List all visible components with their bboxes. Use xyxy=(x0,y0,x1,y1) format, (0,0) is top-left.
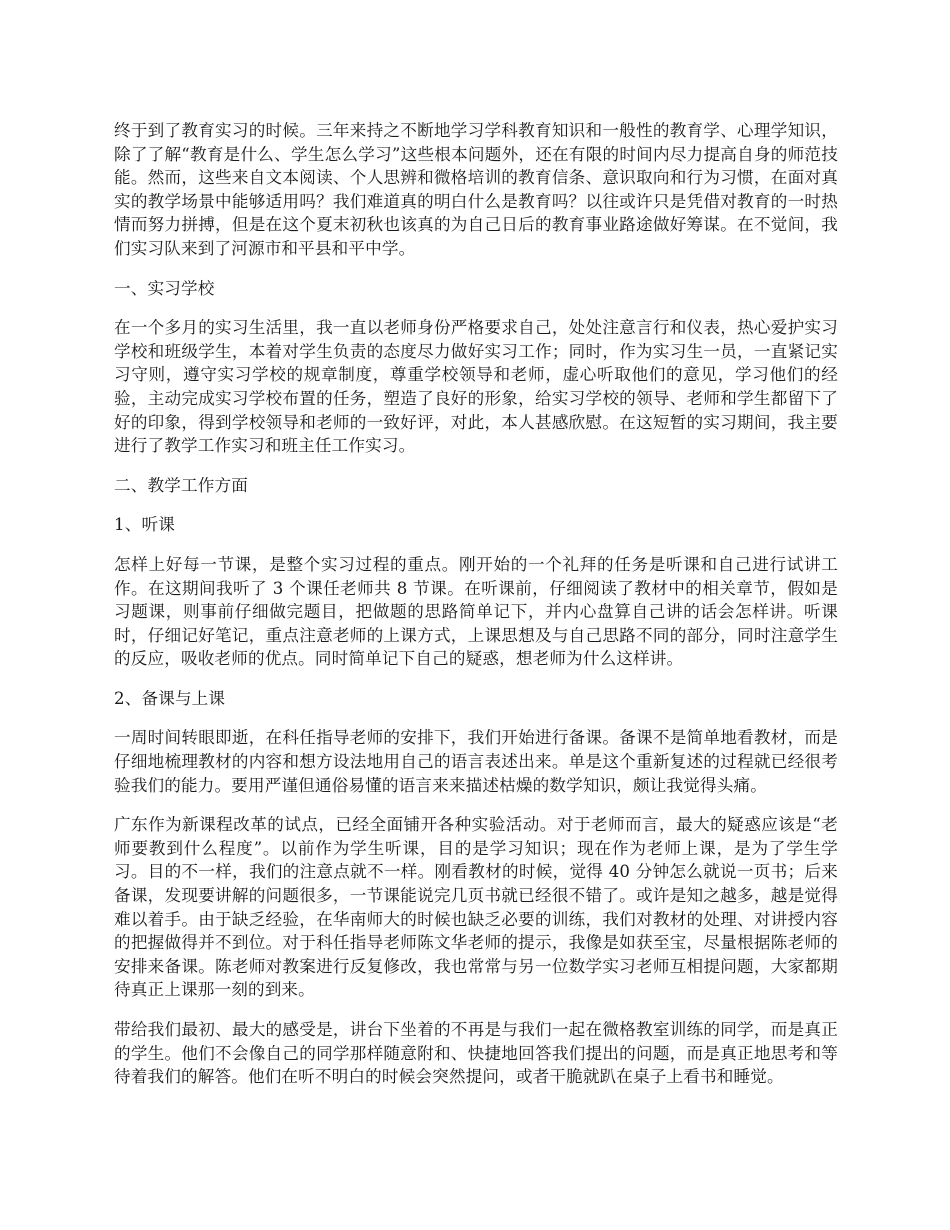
subheading-lesson-prep: 2、备课与上课 xyxy=(114,688,226,708)
lesson-prep-paragraph-3: 带给我们最初、最大的感受是，讲台下坐着的不再是与我们一起在微格教室训练的同学，而是真正的学生。他们不会像自己的同学那样随意附和、快捷地回答我们提出的问题，而是真正地思考和等待着我们的解答。他们在听不明白的时候会突然提问，或者干脆就趴在桌子上看书和睡觉。 xyxy=(114,1020,838,1087)
lesson-prep-paragraph-1: 一周时间转眼即逝，在科任指导老师的安排下，我们开始进行备课。备课不是简单地看教材，而是仔细地梳理教材的内容和想方设法地用自己的语言表述出来。单是这个重新复述的过程就已经很考验我们的能力。要用严谨但通俗易懂的语言来来描述枯燥的数学知识，颇让我觉得头痛。 xyxy=(114,728,838,795)
lesson-prep-paragraph-2: 广东作为新课程改革的试点，已经全面铺开各种实验活动。对于老师而言，最大的疑惑应该是“老师要教到什么程度”。以前作为学生听课，目的是学习知识；现在作为老师上课，是为了学生学习。目的不一样，我们的注意点就不一样。刚看教材的时候，觉得 40 分钟怎么就说一页书；后来备课，发现要讲解的问题很多，一节课能说完几页书就已经很不错了。或许是知之越多，越是觉得难以着手。由于缺乏经验，在华南师大的时候也缺乏必要的训练，我们对教材的处理、对讲授内容的把握做得并不到位。对于科任指导老师陈文华老师的提示，我像是如获至宝，尽量根据陈老师的安排来备课。陈老师对教案进行反复修改，我也常常与另一位数学实习老师互相提问题，大家都期待真正上课那一刻的到来。 xyxy=(114,815,838,1000)
lesson-observation-paragraph: 怎样上好每一节课，是整个实习过程的重点。刚开始的一个礼拜的任务是听课和自己进行试讲工作。在这期间我听了 3 个课任老师共 8 节课。在听课前，仔细阅读了教材中的相关章节，假如是习题课，则事前仔细做完题目，把做题的思路简单记下，并内心盘算自己讲的话会怎样讲。听课时，仔细记好笔记，重点注意老师的上课方式，上课思想及与自己思路不同的部分，同时注意学生的反应，吸收老师的优点。同时简单记下自己的疑惑，想老师为什么这样讲。 xyxy=(114,554,838,669)
section-heading-teaching-work: 二、教学工作方面 xyxy=(114,475,248,495)
document-body xyxy=(114,119,838,1105)
section-heading-internship-school: 一、实习学校 xyxy=(114,278,215,298)
internship-school-paragraph: 在一个多月的实习生活里，我一直以老师身份严格要求自己，处处注意言行和仪表，热心爱护实习学校和班级学生，本着对学生负责的态度尽力做好实习工作；同时，作为实习生一员，一直紧记实习守则，遵守实习学校的规章制度，尊重学校领导和老师，虚心听取他们的意见，学习他们的经验，主动完成实习学校布置的任务，塑造了良好的形象，给实习学校的领导、老师和学生都留下了好的印象，得到学校领导和老师的一致好评，对此，本人甚感欣慰。在这短暂的实习期间，我主要进行了教学工作实习和班主任工作实习。 xyxy=(114,318,838,456)
subheading-lesson-observation: 1、听课 xyxy=(114,515,175,535)
intro-paragraph: 终于到了教育实习的时候。三年来持之不断地学习学科教育知识和一般性的教育学、心理学知识，除了了解“教育是什么、学生怎么学习”这些根本问题外，还在有限的时间内尽力提高自身的师范技能。然而，这些来自文本阅读、个人思辨和微格培训的教育信条、意识取向和行为习惯，在面对真实的教学场景中能够适用吗？我们难道真的明白什么是教育吗？以往或许只是凭借对教育的一时热情而努力拼搏，但是在这个夏末初秋也该真的为自己日后的教育事业路途做好筹谋。在不觉间，我们实习队来到了河源市和平县和平中学。 xyxy=(114,121,838,258)
